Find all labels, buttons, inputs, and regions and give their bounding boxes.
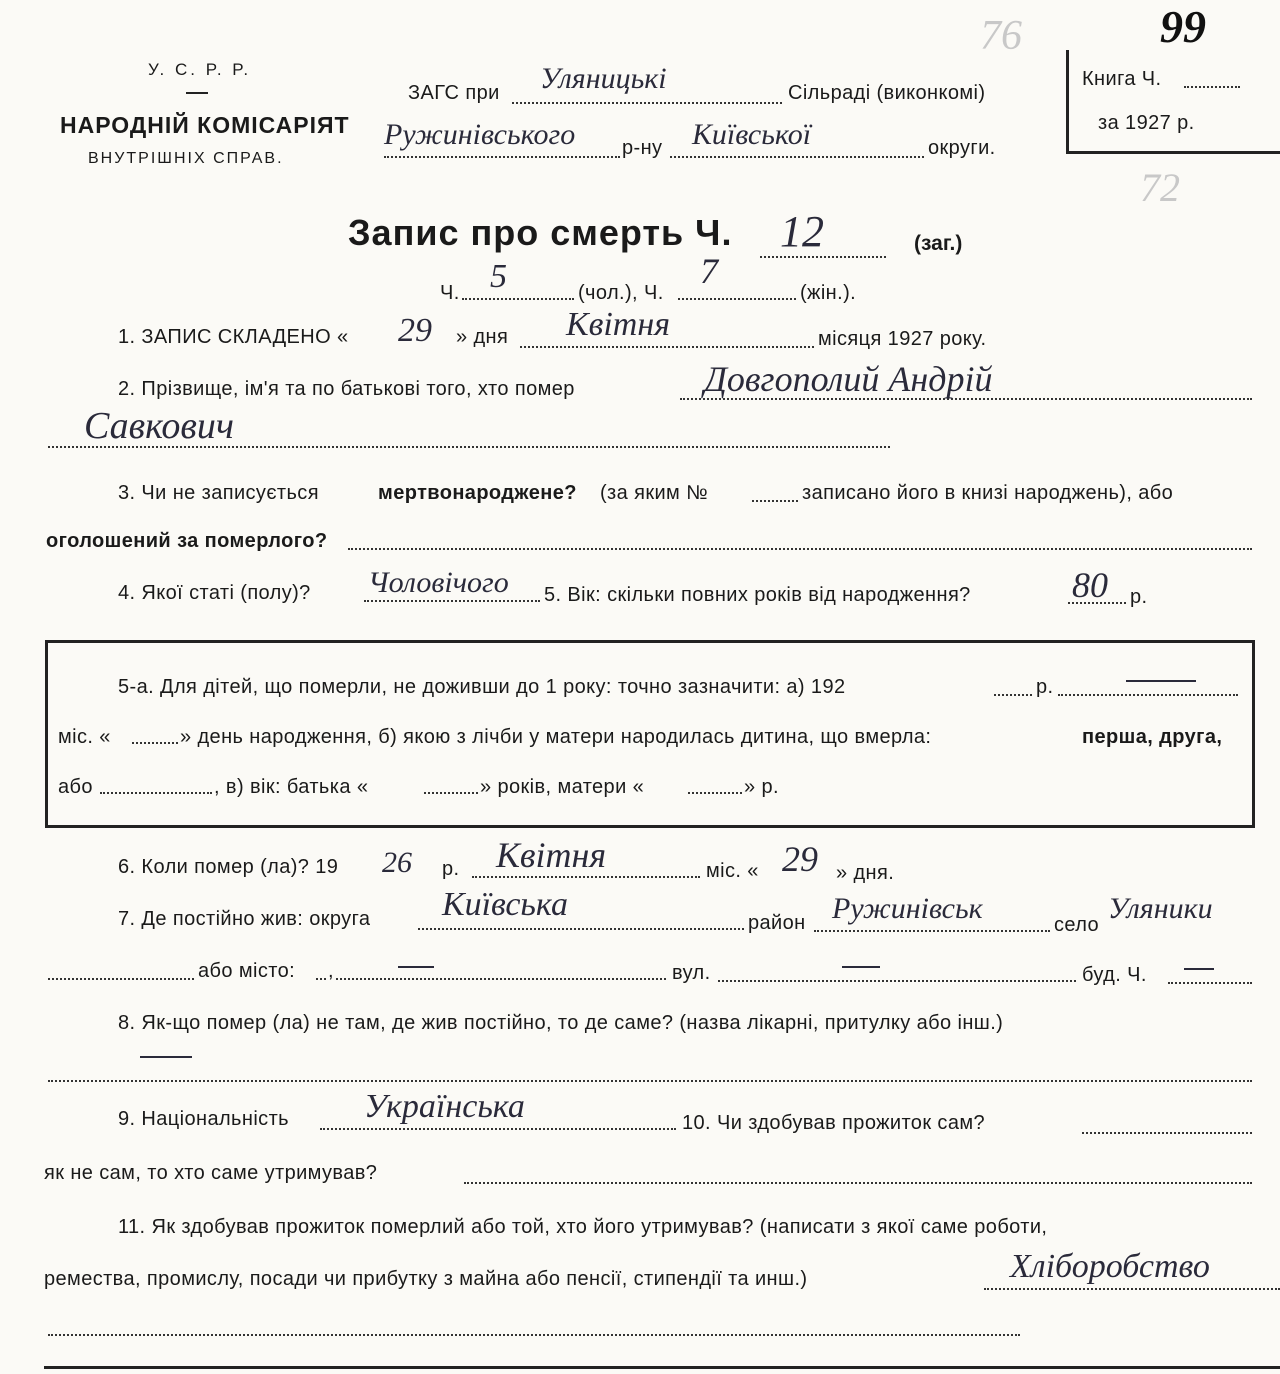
item9-label: 9. Національність — [118, 1108, 289, 1130]
item7-bud-line — [1168, 982, 1252, 984]
item9-nationality-handwritten: Українська — [364, 1088, 525, 1125]
record-number-handwritten: 12 — [780, 207, 824, 256]
item7-vul-dash — [842, 966, 880, 968]
item5-age-handwritten: 80 — [1072, 565, 1108, 605]
book-label: Книга Ч. — [1082, 68, 1162, 90]
ministry-subtitle: ВНУТРІШНІХ СПРАВ. — [88, 150, 284, 167]
item10-label: 10. Чи здобував прожиток сам? — [682, 1112, 986, 1134]
record-title: Запис про смерть Ч. — [348, 212, 733, 253]
item1-month-handwritten: Квітня — [566, 306, 671, 343]
item1-year: місяця 1927 року. — [818, 328, 987, 350]
item2-label: 2. Прізвище, ім'я та по батькові того, хто помер — [118, 378, 575, 400]
district-label: р-ну — [622, 137, 663, 159]
item3-number-line — [752, 500, 798, 502]
item7-misto-dash — [398, 966, 434, 968]
divider — [186, 92, 208, 94]
item11-line1: 11. Як здобував прожиток померлий або той, хто його утримував? (написати з якої саме роботи, — [118, 1216, 1048, 1238]
item6-year-handwritten: 26 — [382, 846, 412, 879]
item7-misto-line — [316, 978, 326, 980]
item2-name-handwritten: Довгополий Андрій — [704, 359, 993, 399]
okruha-label: округи. — [928, 137, 996, 159]
item11-occupation-handwritten: Хліборобство — [1010, 1248, 1210, 1285]
item5a-line3b: , в) вік: батька « — [214, 776, 369, 798]
item7-bud-dash — [1184, 968, 1214, 970]
item7-selo-continuation-line — [48, 978, 194, 980]
item5a-dash — [1126, 680, 1196, 682]
item10-line — [1082, 1132, 1252, 1134]
item5a-after-year-line — [1058, 694, 1238, 696]
item8-label: 8. Як-що помер (ла) не там, де жив постійно, то де саме? (назва лікарні, притулку або інш.) — [118, 1012, 1004, 1034]
male-label: (чол.), Ч. — [578, 282, 664, 304]
bottom-rule — [44, 1366, 1280, 1369]
item7-vul-line — [718, 980, 1076, 982]
item5a-mother-age-line — [688, 792, 742, 794]
okruha-line — [670, 156, 924, 158]
item6-day-handwritten: 29 — [782, 839, 818, 879]
item7-bud: буд. Ч. — [1082, 964, 1147, 986]
margin-number-handwritten: 99 — [1160, 1, 1206, 52]
item4-sex-line — [364, 600, 540, 602]
margin-pencil-mark: 76 — [980, 13, 1022, 59]
item3-declared-dead: оголошений за померлого? — [46, 530, 328, 552]
item10-supporter-line — [464, 1182, 1252, 1184]
item6-label: 6. Коли помер (ла)? 19 — [118, 856, 339, 878]
item9-line — [320, 1128, 676, 1130]
item5a-line3d: » р. — [744, 776, 779, 798]
item1-day-label: » дня — [456, 326, 509, 348]
item5-unit: р. — [1130, 586, 1148, 608]
item5a-year-line — [994, 694, 1032, 696]
item10-line2: як не сам, то хто саме утримував? — [44, 1162, 378, 1184]
item6-month-line — [472, 876, 700, 878]
zags-village-line — [512, 102, 782, 104]
item11-line2: ремества, промислу, посади чи прибутку з майна або пенсії, стипендії та инш.) — [44, 1268, 808, 1290]
female-count-line — [678, 298, 796, 300]
item4-sex-handwritten: Чоловічого — [368, 566, 509, 599]
item7-okruha-handwritten: Київська — [442, 886, 568, 923]
ch-prefix: Ч. — [440, 282, 460, 304]
item7-selo: село — [1054, 914, 1100, 936]
book-year: за 1927 р. — [1098, 112, 1195, 134]
item5a-line2b: » день народження, б) якою з лічби у матери народилась дитина, що вмерла: — [180, 726, 932, 748]
item1-month-line — [520, 346, 814, 348]
book-box — [1066, 50, 1280, 154]
margin-pencil-mark-2: 72 — [1140, 165, 1180, 210]
item1-day-handwritten: 29 — [398, 312, 432, 349]
item6-month-handwritten: Квітня — [496, 835, 607, 875]
item6-dnia: » дня. — [836, 862, 895, 884]
item3-end: записано його в книзі народжень), або — [802, 482, 1174, 504]
item1-label: 1. ЗАПИС СКЛАДЕНО « — [118, 326, 349, 348]
female-count-handwritten: 7 — [700, 251, 718, 291]
item5a-line3: або — [58, 776, 93, 798]
item6-r: р. — [442, 858, 460, 880]
item7-label: 7. Де постійно жив: округа — [118, 908, 371, 930]
ministry-title: НАРОДНІЙ КОМІСАРІЯТ — [60, 112, 350, 138]
item8-dash — [140, 1056, 192, 1058]
general-label: (заг.) — [914, 232, 963, 255]
item7-misto-line-2 — [336, 978, 666, 980]
zags-prefix: ЗАГС при — [408, 82, 500, 104]
item5a-line3c: » років, матери « — [480, 776, 645, 798]
item5a-line2: міс. « — [58, 726, 111, 748]
item7-raion-line — [814, 930, 1050, 932]
item7-comma: , — [328, 960, 334, 982]
male-count-line — [462, 298, 574, 300]
item2-patronymic-handwritten: Савкович — [84, 405, 235, 447]
item7-raion: район — [748, 912, 806, 934]
item3-declared-line — [348, 548, 1252, 550]
item3-stillborn: мертвонароджене? — [378, 482, 577, 504]
item5a-r: р. — [1036, 676, 1054, 698]
item7-vul: вул. — [672, 962, 711, 984]
item11-continuation-line — [48, 1334, 1020, 1336]
zags-suffix: Сільраді (виконкомі) — [788, 82, 986, 104]
item5a-other-line — [100, 792, 212, 794]
item2-continuation-line — [48, 446, 890, 448]
zags-village-handwritten: Уляницькі — [540, 62, 667, 95]
item5a-order: перша, друга, — [1082, 726, 1223, 748]
item4-label: 4. Якої статі (полу)? — [118, 582, 311, 604]
item8-line — [48, 1080, 1252, 1082]
item7-raion-handwritten: Ружинівськ — [832, 892, 983, 925]
item7-okruha-line — [418, 928, 744, 930]
district-line — [384, 156, 620, 158]
okruha-handwritten: Київської — [692, 118, 812, 151]
male-count-handwritten: 5 — [490, 258, 507, 295]
item5-label: 5. Вік: скільки повних років від народження? — [544, 584, 971, 606]
country-label: У. С. Р. Р. — [148, 60, 252, 79]
item5a-line1: 5-а. Для дітей, що померли, не доживши до 1 року: точно зазначити: а) 192 — [118, 676, 846, 698]
item3-line1: 3. Чи не записується — [118, 482, 319, 504]
book-number-line — [1184, 86, 1240, 88]
item7-misto: або місто: — [198, 960, 296, 982]
item3-mid: (за яким № — [600, 482, 709, 504]
item11-occupation-line — [984, 1288, 1280, 1290]
district-handwritten: Ружинівського — [384, 118, 576, 151]
item5a-birthday-line — [132, 742, 178, 744]
item7-selo-handwritten: Уляники — [1108, 892, 1213, 925]
female-label: (жін.). — [800, 282, 857, 304]
item6-mis: міс. « — [706, 860, 759, 882]
item5a-father-age-line — [424, 792, 478, 794]
